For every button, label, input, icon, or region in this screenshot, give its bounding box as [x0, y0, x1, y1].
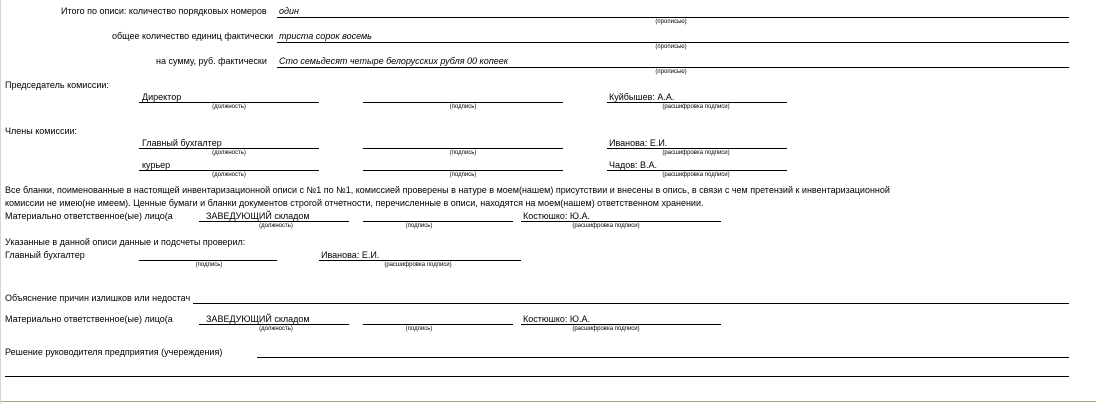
check-role: Главный бухгалтер	[5, 250, 85, 260]
chairman-position-line	[139, 102, 319, 103]
responsible-2-decoding-caption: (расшифровка подписи)	[572, 326, 640, 332]
chairman-heading: Председатель комиссии:	[5, 80, 109, 90]
decision-label: Решение руководителя предприятия (учереждения)	[5, 347, 223, 357]
decision-line-1	[257, 357, 1069, 358]
responsible-label: Материально ответственное(ые) лицо(а	[5, 211, 173, 221]
member-1-name: Иванова: Е.И.	[609, 138, 668, 148]
check-name: Иванова: Е.И.	[321, 250, 380, 260]
responsible-2-label: Материально ответственное(ые) лицо(а	[5, 314, 173, 324]
member-2-position-line	[139, 170, 319, 171]
count-value: один	[279, 6, 299, 16]
member-2-signature-caption: (подпись)	[449, 172, 477, 178]
count-label: Итого по описи: количество порядковых номеров	[61, 6, 267, 16]
responsible-name-line	[521, 221, 721, 222]
member-2-position: курьер	[142, 160, 171, 170]
member-1-signature-line	[363, 148, 563, 149]
responsible-signature-caption: (подпись)	[405, 223, 433, 229]
chairman-name-line	[607, 102, 787, 103]
sum-caption: (прописью)	[655, 69, 687, 75]
responsible-signature-line	[363, 221, 513, 222]
check-decoding-caption: (расшифровка подписи)	[384, 262, 452, 268]
explanation-label: Объяснение причин излишков или недостач	[5, 293, 191, 303]
chairman-position: Директор	[142, 92, 182, 102]
responsible-position-line	[199, 221, 349, 222]
members-heading: Члены комиссии:	[5, 126, 78, 136]
responsible-name: Костюшко: Ю.А.	[523, 211, 590, 221]
check-heading: Указанные в данной описи данные и подсчеты проверил:	[5, 237, 246, 247]
decision-line-2	[5, 376, 1069, 377]
responsible-2-position-line	[199, 324, 349, 325]
chairman-signature-caption: (подпись)	[449, 104, 477, 110]
page-bottom-border	[1, 401, 1096, 402]
member-2-signature-line	[363, 170, 563, 171]
chairman-position-caption: (должность)	[212, 104, 246, 110]
units-caption: (прописью)	[655, 44, 687, 50]
chairman-name: Куйбышев: А.А.	[609, 92, 675, 102]
explanation-line	[193, 303, 1069, 304]
member-2-decoding-caption: (расшифровка подписи)	[662, 172, 730, 178]
member-2-position-caption: (должность)	[212, 172, 246, 178]
responsible-2-name-line	[521, 324, 721, 325]
responsible-position: ЗАВЕДУЮЩИЙ складом	[206, 211, 310, 221]
responsible-2-signature-line	[363, 324, 513, 325]
chairman-signature-line	[363, 102, 563, 103]
sum-value: Сто семьдесят четыре белорусских рубля 00 копеек	[279, 56, 509, 66]
check-signature-caption: (подпись)	[195, 262, 223, 268]
responsible-2-position-caption: (должность)	[259, 326, 293, 332]
member-2-name: Чадов: В.А.	[609, 160, 658, 170]
units-label: общее количество единиц фактически	[112, 31, 274, 41]
member-1-position-caption: (должность)	[212, 150, 246, 156]
sum-line	[277, 67, 1069, 68]
member-1-decoding-caption: (расшифровка подписи)	[662, 150, 730, 156]
responsible-2-signature-caption: (подпись)	[405, 326, 433, 332]
check-name-line	[319, 260, 521, 261]
responsible-position-caption: (должность)	[259, 223, 293, 229]
chairman-decoding-caption: (расшифровка подписи)	[662, 104, 730, 110]
units-value: триста сорок восемь	[279, 31, 372, 41]
responsible-2-name: Костюшко: Ю.А.	[523, 314, 590, 324]
check-signature-line	[139, 260, 277, 261]
member-2-name-line	[607, 170, 787, 171]
member-1-position: Главный бухгалтер	[142, 138, 222, 148]
sum-label: на сумму, руб. фактически	[156, 56, 267, 66]
responsible-decoding-caption: (расшифровка подписи)	[572, 223, 640, 229]
statement-line-1: Все бланки, поименованные в настоящей инвентаризационной описи с №1 по №1, комиссией проверены в натуре в моем(нашем) присутствии и внесены в опись, в связи с чем претензий к инвентаризационной	[5, 185, 890, 195]
responsible-2-position: ЗАВЕДУЮЩИЙ складом	[206, 314, 310, 324]
member-1-signature-caption: (подпись)	[449, 150, 477, 156]
count-line	[277, 17, 1069, 18]
statement-line-2: комиссии не имею(не имеем). Ценные бумаги и бланки документов строгой отчетности, перечисленные в описи, находятся на моем(нашем) ответственном хранении.	[5, 198, 704, 208]
count-caption: (прописью)	[655, 19, 687, 25]
units-line	[277, 42, 1069, 43]
member-1-position-line	[139, 148, 319, 149]
member-1-name-line	[607, 148, 787, 149]
